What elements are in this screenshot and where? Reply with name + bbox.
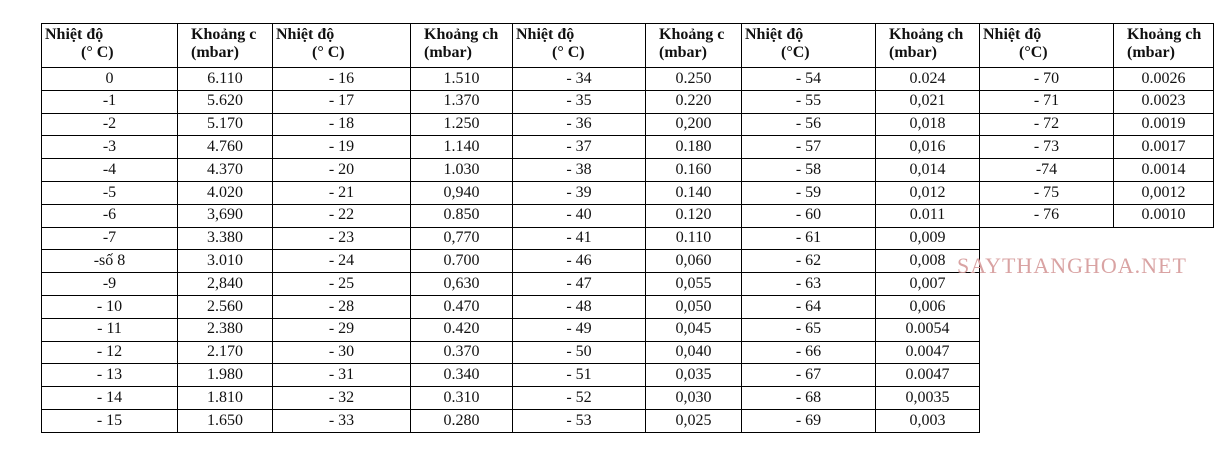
pressure-cell: 0,035 [675, 365, 712, 383]
temperature-cell: -3 [102, 137, 117, 155]
pressure-cell: 0,016 [909, 137, 946, 155]
grid-vline [1213, 23, 1214, 228]
grid-hline [979, 227, 1214, 228]
pressure-header-unit: (mbar) [1127, 44, 1175, 61]
temperature-column-header [516, 26, 643, 62]
pressure-column-header [191, 26, 271, 62]
pressure-cell: 0.160 [675, 160, 712, 178]
temperature-cell: - 75 [1033, 183, 1060, 201]
temperature-cell: - 53 [566, 411, 592, 429]
pressure-cell: 0,018 [909, 115, 946, 133]
pressure-cell: 0.700 [443, 251, 480, 269]
temperature-header-label: Nhiệt độ [745, 26, 804, 43]
pressure-cell: 1.650 [207, 411, 243, 429]
temperature-cell: -7 [102, 229, 117, 247]
temperature-cell: - 10 [96, 297, 123, 315]
temperature-cell: -1 [102, 92, 117, 110]
temperature-cell: - 31 [328, 365, 355, 383]
temperature-header-unit: (° C) [552, 44, 585, 61]
temperature-column-header [45, 26, 175, 62]
pressure-header-label: Khoảng ch [424, 26, 499, 43]
temperature-cell: - 35 [566, 92, 592, 110]
pressure-cell: 0,0012 [1141, 183, 1186, 201]
pressure-cell: 0.110 [675, 229, 712, 247]
pressure-cell: 2.380 [207, 320, 243, 338]
pressure-column-header [889, 26, 978, 62]
temperature-cell: - 67 [795, 365, 822, 383]
pressure-cell: 4.370 [207, 160, 243, 178]
temperature-cell: - 60 [795, 206, 822, 224]
temperature-cell: - 49 [566, 320, 592, 338]
pressure-cell: 0,003 [909, 411, 946, 429]
grid-hline [979, 23, 1214, 24]
pressure-cell: 0,025 [675, 411, 712, 429]
temperature-cell: 0 [105, 69, 114, 87]
temperature-cell: - 76 [1033, 206, 1060, 224]
pressure-cell: 5.170 [207, 115, 243, 133]
temperature-cell: - 36 [566, 115, 592, 133]
temperature-cell: - 25 [328, 274, 355, 292]
temperature-cell: -6 [102, 206, 117, 224]
pressure-cell: 0,050 [675, 297, 712, 315]
pressure-cell: 1.810 [207, 388, 243, 406]
pressure-cell: 0.250 [675, 69, 712, 87]
pressure-cell: 2.560 [207, 297, 243, 315]
pressure-cell: 5.620 [207, 92, 243, 110]
temperature-cell: - 41 [566, 229, 592, 247]
pressure-cell: 0,630 [443, 274, 480, 292]
pressure-cell: 0.0047 [905, 365, 950, 383]
pressure-cell: 0.120 [675, 206, 712, 224]
temperature-cell: -2 [102, 115, 117, 133]
pressure-cell: 1.030 [443, 160, 480, 178]
temperature-column-header [276, 26, 408, 62]
temperature-cell: - 69 [795, 411, 822, 429]
temperature-cell: - 65 [795, 320, 822, 338]
pressure-cell: 0.340 [443, 365, 480, 383]
temperature-cell: - 46 [566, 251, 592, 269]
temperature-header-unit: (°C) [1019, 44, 1048, 61]
pressure-cell: 3.010 [207, 251, 243, 269]
temperature-cell: - 37 [566, 137, 592, 155]
temperature-cell: - 12 [96, 343, 123, 361]
pressure-cell: 0,060 [675, 251, 712, 269]
temperature-cell: - 56 [795, 115, 822, 133]
temperature-header-label: Nhiệt độ [276, 26, 335, 43]
pressure-cell: 0.0014 [1141, 160, 1186, 178]
pressure-header-unit: (mbar) [191, 44, 239, 61]
pressure-cell: 0,200 [675, 115, 712, 133]
pressure-cell: 0.280 [443, 411, 480, 429]
pressure-cell: 0.0026 [1141, 69, 1186, 87]
temperature-cell: - 20 [328, 160, 355, 178]
temperature-cell: - 59 [795, 183, 822, 201]
pressure-cell: 4.020 [207, 183, 243, 201]
temperature-cell: - 54 [795, 69, 822, 87]
pressure-cell: 3,690 [207, 206, 243, 224]
temperature-cell: -4 [102, 160, 117, 178]
pressure-cell: 0.0023 [1141, 92, 1186, 110]
pressure-cell: 1.140 [443, 137, 480, 155]
temperature-cell: - 18 [328, 115, 355, 133]
pressure-cell: 0.310 [443, 388, 480, 406]
temperature-header-label: Nhiệt độ [983, 26, 1042, 43]
pressure-column-header [1127, 26, 1212, 62]
pressure-cell: 0,009 [909, 229, 946, 247]
temperature-cell: - 15 [96, 411, 123, 429]
temperature-column-header [745, 26, 873, 62]
temperature-cell: - 70 [1033, 69, 1060, 87]
temperature-cell: -9 [102, 274, 117, 292]
pressure-cell: 0.420 [443, 320, 480, 338]
pressure-cell: 0.140 [675, 183, 712, 201]
watermark: SAYTHANGHOA.NET [957, 253, 1187, 278]
pressure-cell: 2.170 [207, 343, 243, 361]
pressure-cell: 6.110 [207, 69, 243, 87]
pressure-header-label: Khoảng ch [889, 26, 964, 43]
pressure-cell: 0,014 [909, 160, 946, 178]
temperature-cell: - 58 [795, 160, 822, 178]
pressure-cell: 0,007 [909, 274, 946, 292]
pressure-cell: 1.370 [443, 92, 480, 110]
temperature-cell: - 17 [328, 92, 355, 110]
temperature-cell: - 16 [328, 69, 355, 87]
temperature-cell: - 64 [795, 297, 822, 315]
pressure-cell: 0.0017 [1141, 137, 1186, 155]
temperature-cell: - 63 [795, 274, 822, 292]
pressure-cell: 2,840 [207, 274, 243, 292]
temperature-cell: - 39 [566, 183, 592, 201]
pressure-cell: 0.180 [675, 137, 712, 155]
pressure-cell: 0,055 [675, 274, 712, 292]
temperature-cell: - 47 [566, 274, 592, 292]
temperature-header-unit: (°C) [781, 44, 810, 61]
pressure-cell: 0,770 [443, 229, 480, 247]
temperature-cell: - 50 [566, 343, 592, 361]
pressure-header-label: Khoảng ch [1127, 26, 1202, 43]
pressure-cell: 1.250 [443, 115, 480, 133]
temperature-cell: - 40 [566, 206, 592, 224]
pressure-header-label: Khoảng c [659, 26, 725, 43]
pressure-cell: 0,008 [909, 251, 946, 269]
temperature-cell: - 14 [96, 388, 123, 406]
temperature-header-unit: (° C) [312, 44, 345, 61]
pressure-header-label: Khoảng c [191, 26, 257, 43]
temperature-cell: - 68 [795, 388, 822, 406]
temperature-cell: - 34 [566, 69, 592, 87]
temperature-cell: - 22 [328, 206, 355, 224]
temperature-cell: - 57 [795, 137, 822, 155]
pressure-column-header [424, 26, 511, 62]
temperature-cell: - 19 [328, 137, 355, 155]
temperature-cell: - 30 [328, 343, 355, 361]
pressure-cell: 0.0019 [1141, 115, 1186, 133]
temperature-cell: -5 [102, 183, 117, 201]
temperature-cell: - 32 [328, 388, 355, 406]
pressure-cell: 0,040 [675, 343, 712, 361]
temperature-header-label: Nhiệt độ [45, 26, 104, 43]
pressure-header-unit: (mbar) [889, 44, 937, 61]
pressure-cell: 0,012 [909, 183, 946, 201]
grid-hline [41, 23, 273, 24]
temperature-cell: - 48 [566, 297, 592, 315]
temperature-cell: - 71 [1033, 92, 1060, 110]
pressure-cell: 0.0010 [1141, 206, 1186, 224]
grid-hline [741, 23, 980, 24]
temperature-cell: - 38 [566, 160, 592, 178]
pressure-cell: 0.370 [443, 343, 480, 361]
temperature-cell: - 55 [795, 92, 822, 110]
temperature-cell: - 73 [1033, 137, 1060, 155]
pressure-cell: 0,045 [675, 320, 712, 338]
temperature-cell: -số 8 [93, 251, 126, 269]
pressure-cell: 0.0054 [905, 320, 950, 338]
pressure-cell: 0.850 [443, 206, 480, 224]
grid-hline [272, 23, 513, 24]
temperature-cell: - 23 [328, 229, 355, 247]
pressure-cell: 0.011 [909, 206, 946, 224]
pressure-cell: 0,940 [443, 183, 480, 201]
temperature-cell: - 62 [795, 251, 822, 269]
pressure-cell: 0.024 [909, 69, 946, 87]
temperature-cell: - 24 [328, 251, 355, 269]
pressure-cell: 1.980 [207, 365, 243, 383]
pressure-cell: 0.0047 [905, 343, 950, 361]
temperature-cell: -74 [1035, 160, 1058, 178]
grid-hline [512, 23, 742, 24]
temperature-cell: - 29 [328, 320, 355, 338]
temperature-cell: - 13 [96, 365, 123, 383]
temperature-cell: - 66 [795, 343, 822, 361]
pressure-cell: 0,030 [675, 388, 712, 406]
temperature-cell: - 28 [328, 297, 355, 315]
pressure-cell: 0,006 [909, 297, 946, 315]
temperature-header-unit: (° C) [81, 44, 114, 61]
pressure-cell: 0,021 [909, 92, 946, 110]
temperature-cell: - 61 [795, 229, 822, 247]
pressure-cell: 1.510 [443, 69, 480, 87]
pressure-header-unit: (mbar) [659, 44, 707, 61]
pressure-cell: 0.220 [675, 92, 712, 110]
temperature-column-header [983, 26, 1111, 62]
pressure-cell: 3.380 [207, 229, 243, 247]
pressure-column-header [659, 26, 740, 62]
pressure-cell: 0.470 [443, 297, 480, 315]
temperature-cell: - 11 [97, 320, 122, 338]
temperature-cell: - 72 [1033, 115, 1060, 133]
pressure-cell: 0,0035 [905, 388, 950, 406]
pressure-cell: 4.760 [207, 137, 243, 155]
pressure-header-unit: (mbar) [424, 44, 472, 61]
temperature-cell: - 21 [328, 183, 355, 201]
temperature-cell: - 51 [566, 365, 592, 383]
temperature-header-label: Nhiệt độ [516, 26, 575, 43]
temperature-cell: - 52 [566, 388, 592, 406]
temperature-cell: - 33 [328, 411, 355, 429]
